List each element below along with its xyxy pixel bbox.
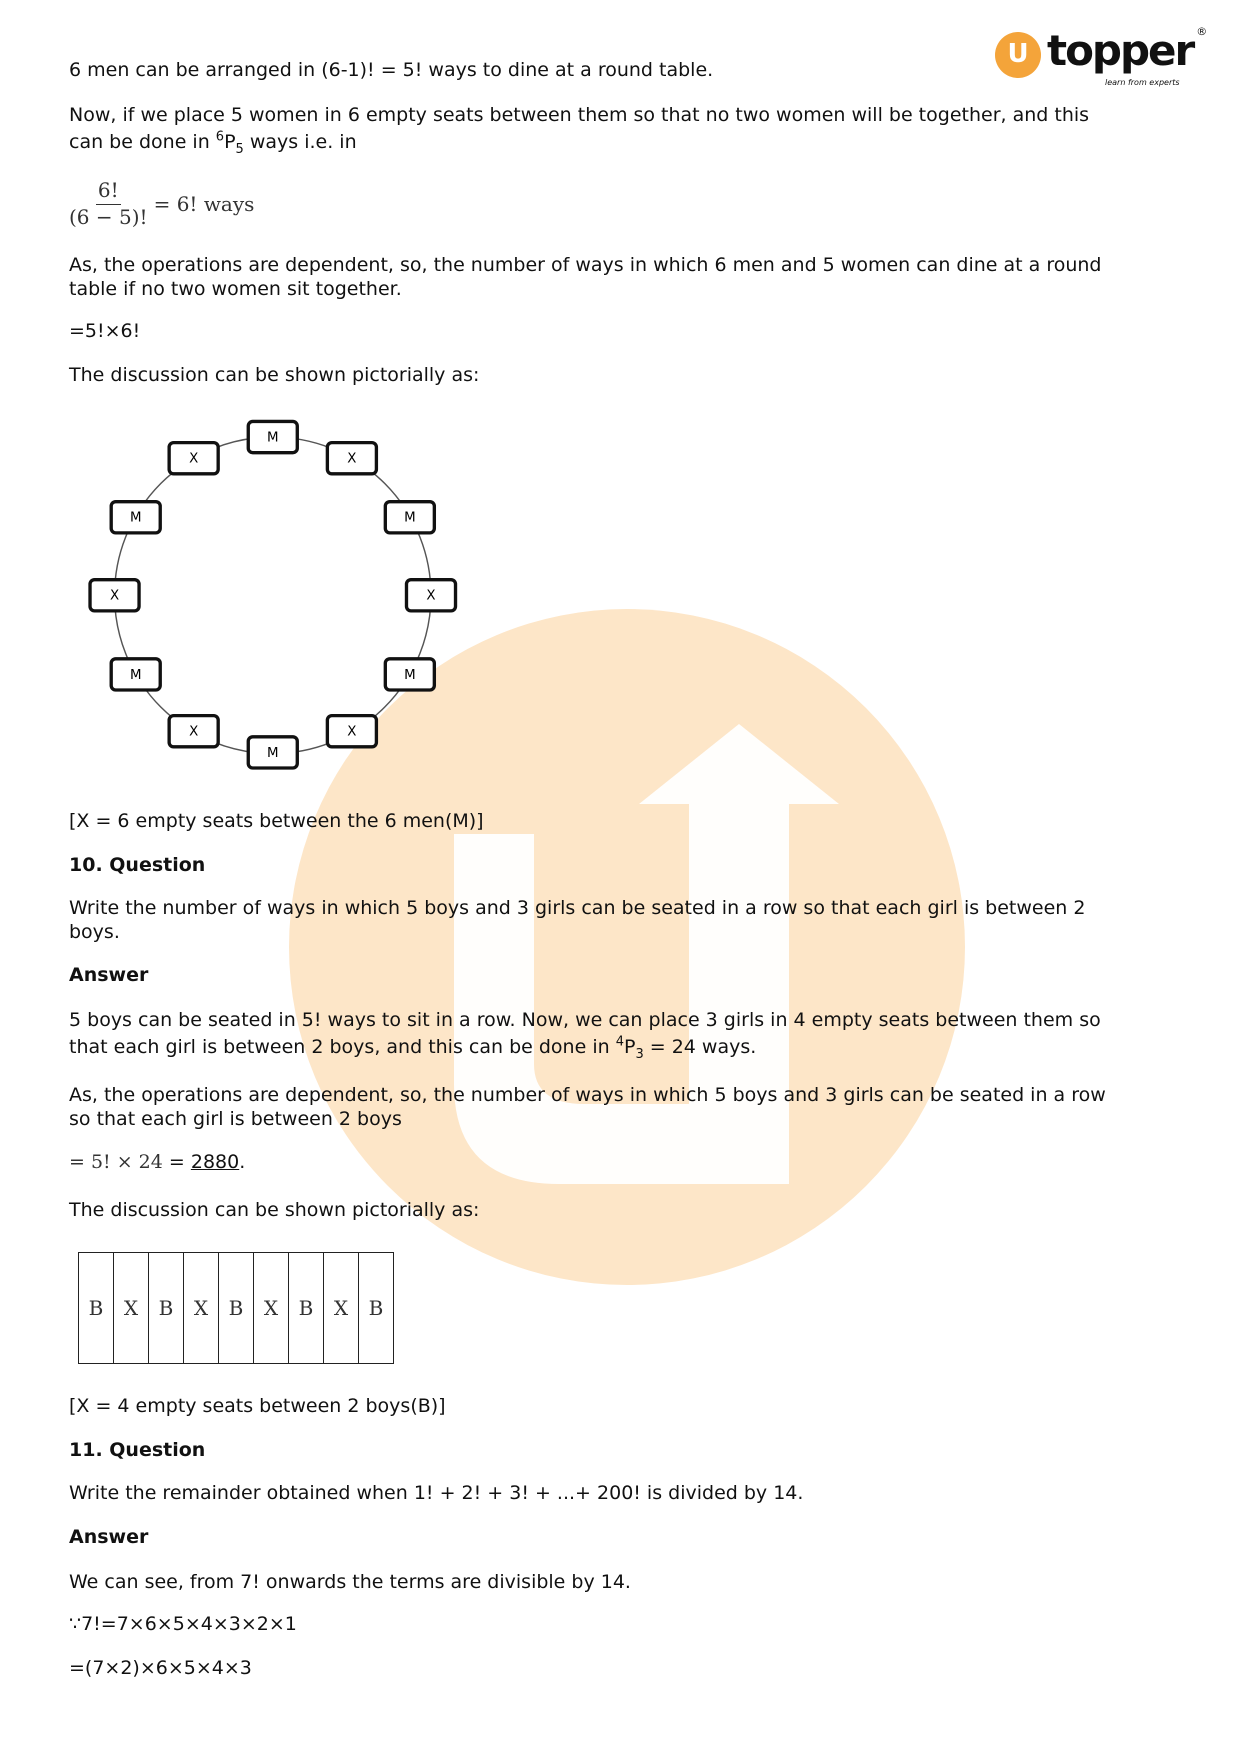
result: 2880: [190, 1151, 240, 1173]
seat-empty: [169, 443, 218, 474]
row-seat: B: [219, 1253, 254, 1364]
text-line: 6 men can be arranged in (6-1)! = 5! ways to dine at a round table.: [69, 59, 714, 81]
caption: [X = 4 empty seats between 2 boys(B)]: [69, 1395, 446, 1417]
seat-empty: [327, 716, 376, 747]
seat-man: [248, 737, 297, 768]
denominator: (6 − 5)!: [69, 205, 148, 229]
seat-label: M: [129, 667, 142, 683]
text-line: Now, if we place 5 women in 6 empty seats between them so that no two women will be together, and this: [69, 104, 1090, 126]
formula-rhs: = 6! ways: [153, 191, 255, 216]
logo-wordmark: [1047, 26, 1207, 76]
text: that each girl is between 2 boys, and this can be done in: [69, 1036, 616, 1058]
text-line: As, the operations are dependent, so, the number of ways in which 5 boys and 3 girls can be seated in a row: [69, 1084, 1106, 1106]
row-seat: B: [79, 1253, 114, 1364]
row-seat: B: [359, 1253, 394, 1364]
seat-empty: [169, 716, 218, 747]
text: P: [623, 1036, 636, 1058]
text: =: [162, 1151, 191, 1173]
seat-man: [111, 502, 160, 533]
seat-label: X: [189, 724, 199, 740]
seat-empty: [406, 580, 455, 611]
row-seat: B: [289, 1253, 324, 1364]
seat-label: M: [404, 510, 416, 526]
round-table-diagram: [80, 410, 470, 775]
seat-label: X: [426, 588, 436, 604]
seat-man: [385, 502, 434, 533]
table-circle: [115, 437, 431, 753]
seat-label: X: [189, 451, 199, 467]
row-seating-table: [78, 1252, 394, 1364]
question-heading: 10. Question: [69, 854, 206, 876]
text-line: ∵7!=7×6×5×4×3×2×1: [69, 1613, 297, 1635]
fraction-formula: [69, 178, 254, 229]
logo-name: topper: [1047, 26, 1194, 75]
seat-label: M: [404, 667, 416, 683]
logo-mark: U: [995, 32, 1041, 78]
text: can be done in: [69, 131, 216, 153]
text-line: Write the remainder obtained when 1! + 2! + 3! + ...+ 200! is divided by 14.: [69, 1482, 804, 1504]
sup: 4: [615, 1034, 624, 1050]
text-line: 5 boys can be seated in 5! ways to sit in a row. Now, we can place 3 girls in 4 empty seats between them so: [69, 1009, 1101, 1031]
row-seat: X: [254, 1253, 289, 1364]
seat-empty: [90, 580, 139, 611]
text-line: Write the number of ways in which 5 boys and 3 girls can be seated in a row so that each girl is between 2: [69, 897, 1086, 919]
text: ways i.e. in: [243, 131, 357, 153]
text-line: =(7×2)×6×5×4×3: [69, 1657, 252, 1679]
seat-label: X: [347, 724, 357, 740]
question-heading: 11. Question: [69, 1439, 206, 1461]
text-line: [69, 1034, 757, 1062]
seat-label: X: [109, 588, 120, 604]
text-line: As, the operations are dependent, so, the number of ways in which 6 men and 5 women can dine at a round: [69, 254, 1102, 276]
text: .: [239, 1151, 246, 1173]
text-line: so that each girl is between 2 boys: [69, 1108, 402, 1130]
seat-label: X: [347, 451, 357, 467]
sub: 5: [235, 141, 244, 157]
logo-tagline: learn from experts: [1105, 78, 1180, 87]
text-line: table if no two women sit together.: [69, 278, 402, 300]
logo-registered: ®: [1196, 25, 1208, 38]
row-seat: B: [149, 1253, 184, 1364]
numerator: 6!: [96, 178, 121, 205]
text-line: =5!×6!: [69, 320, 141, 342]
round-table-svg: [80, 410, 470, 775]
seat-label: M: [267, 430, 279, 446]
sup: 6: [215, 129, 225, 145]
row-seat: X: [114, 1253, 149, 1364]
text-line: boys.: [69, 921, 120, 943]
sub: 3: [635, 1046, 644, 1062]
seat-man: [385, 659, 434, 690]
text-line: We can see, from 7! onwards the terms are divisible by 14.: [69, 1571, 631, 1593]
seat-label: M: [129, 510, 142, 526]
seat-man: [248, 421, 297, 452]
text-line: [69, 129, 357, 157]
seat-man: [111, 659, 160, 690]
text: = 24 ways.: [643, 1036, 757, 1058]
text: P: [224, 131, 236, 153]
text-line: [69, 1150, 245, 1174]
formula: = 5! × 24: [69, 1151, 163, 1173]
seat-label: M: [267, 745, 279, 761]
row-seat: X: [324, 1253, 359, 1364]
topper-logo: [995, 26, 1215, 96]
answer-heading: Answer: [69, 1526, 149, 1548]
caption: [X = 6 empty seats between the 6 men(M)]: [69, 810, 484, 832]
seat-empty: [327, 443, 376, 474]
answer-heading: Answer: [69, 964, 149, 986]
text-line: The discussion can be shown pictorially as:: [69, 364, 480, 386]
row-seat: X: [184, 1253, 219, 1364]
text-line: The discussion can be shown pictorially as:: [69, 1199, 480, 1221]
